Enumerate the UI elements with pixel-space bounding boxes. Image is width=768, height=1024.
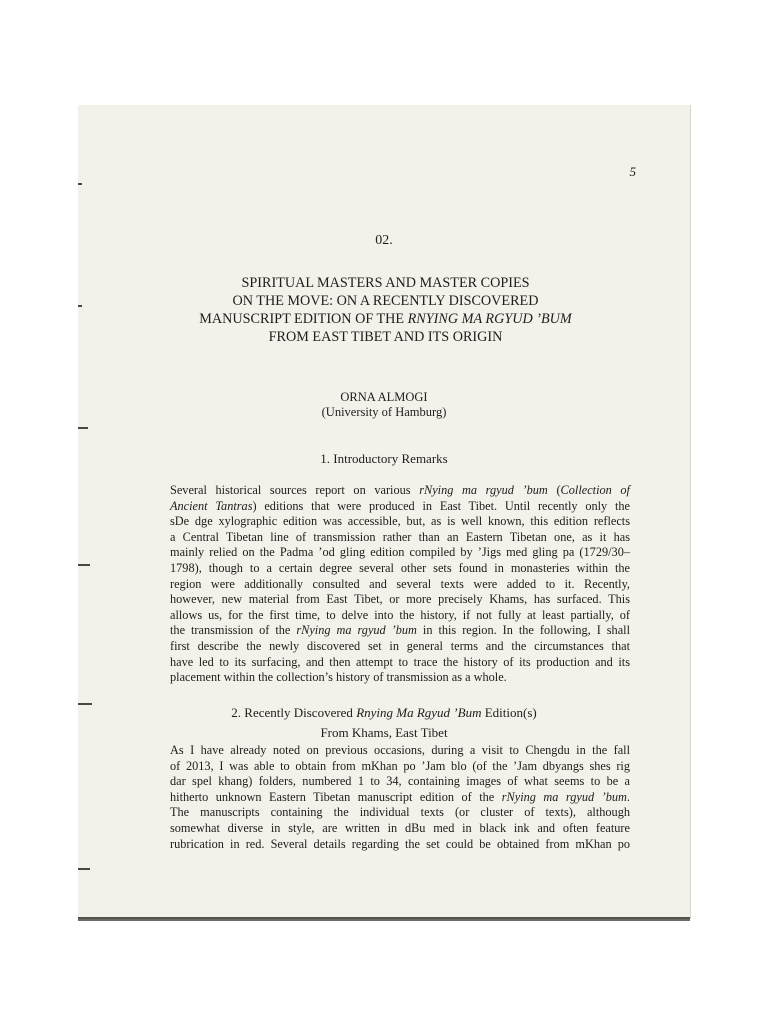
margin-mark bbox=[78, 564, 90, 566]
text-line: The manuscripts containing the individual texts (or cluster of texts), although bbox=[170, 805, 630, 820]
text-line: As I have already noted on previous occasions, during a visit to Chengdu in the fall bbox=[170, 743, 630, 757]
title-line: MANUSCRIPT EDITION OF THE RNYING MA RGYUD ’BUM bbox=[199, 311, 572, 327]
text-line: rubrication in red. Several details regarding the set could be obtained from mKhan po bbox=[170, 836, 630, 851]
text-line: dar spel khang) folders, numbered 1 to 34, containing images of what seems to be a bbox=[170, 774, 630, 789]
title-line: FROM EAST TIBET AND ITS ORIGIN bbox=[268, 329, 503, 345]
title-line: SPIRITUAL MASTERS AND MASTER COPIES bbox=[241, 275, 530, 291]
text-line: have led to its surfacing, and then attempt to trace the history of its production and its bbox=[170, 654, 630, 669]
margin-mark bbox=[78, 183, 82, 185]
text-line: sDe dge xylographic edition was accessible, but, as is well known, this edition reflects bbox=[170, 514, 630, 529]
text-line: 1798), though to a certain degree several other sets found in monasteries within the bbox=[170, 560, 630, 575]
author-affiliation: (University of Hamburg) bbox=[321, 405, 447, 419]
scanned-page bbox=[78, 105, 690, 919]
margin-mark bbox=[78, 305, 82, 307]
text-line: hitherto unknown Eastern Tibetan manuscript edition of the rNying ma rgyud ’bum. bbox=[170, 789, 630, 804]
text-line: placement within the collection’s history of transmission as a whole. bbox=[170, 670, 507, 685]
text-line: Ancient Tantras) editions that were produced in East Tibet. Until recently only the bbox=[170, 498, 630, 513]
paragraph-introductory bbox=[170, 483, 630, 686]
text-line: a Central Tibetan line of transmission rather than an Eastern Tibetan one, as it has bbox=[170, 529, 630, 544]
text-line: region were additionally consulted and several texts were added to it. Recently, bbox=[170, 576, 630, 591]
section-heading-2 bbox=[78, 703, 690, 743]
page-number: 5 bbox=[629, 164, 636, 179]
margin-mark bbox=[78, 427, 88, 429]
section-number: 02. bbox=[375, 233, 393, 248]
text-line: however, new material from East Tibet, or more precisely Khams, has surfaced. This bbox=[170, 592, 630, 607]
text-line: of 2013, I was able to obtain from mKhan po ’Jam blo (of the ’Jam dbyangs shes rig bbox=[170, 758, 630, 773]
text-line: somewhat diverse in style, are written in dBu med in black ink and often feature bbox=[170, 820, 630, 835]
heading-line: From Khams, East Tibet bbox=[320, 725, 448, 740]
paper-title bbox=[118, 274, 653, 346]
paragraph-recently-discovered bbox=[170, 743, 630, 852]
title-line: ON THE MOVE: ON A RECENTLY DISCOVERED bbox=[232, 293, 539, 309]
heading-line: 2. Recently Discovered Rnying Ma Rgyud ’Bum Edition(s) bbox=[231, 705, 537, 720]
text-line: mainly relied on the Padma ’od gling edition compiled by ’Jigs med gling pa (1729/30– bbox=[170, 545, 630, 560]
author-block bbox=[78, 390, 690, 420]
author-name: ORNA ALMOGI bbox=[340, 390, 428, 404]
section-heading-1: 1. Introductory Remarks bbox=[320, 451, 448, 466]
text-line: Several historical sources report on various rNying ma rgyud ’bum (Collection of bbox=[170, 483, 630, 497]
margin-mark bbox=[78, 868, 90, 870]
text-line: first describe the newly discovered set in general terms and the circumstances that bbox=[170, 638, 630, 653]
text-line: allows us, for the first time, to delve into the history, if not fully at least partially, of bbox=[170, 607, 630, 622]
text-line: the transmission of the rNying ma rgyud ’bum in this region. In the following, I shall bbox=[170, 623, 630, 638]
